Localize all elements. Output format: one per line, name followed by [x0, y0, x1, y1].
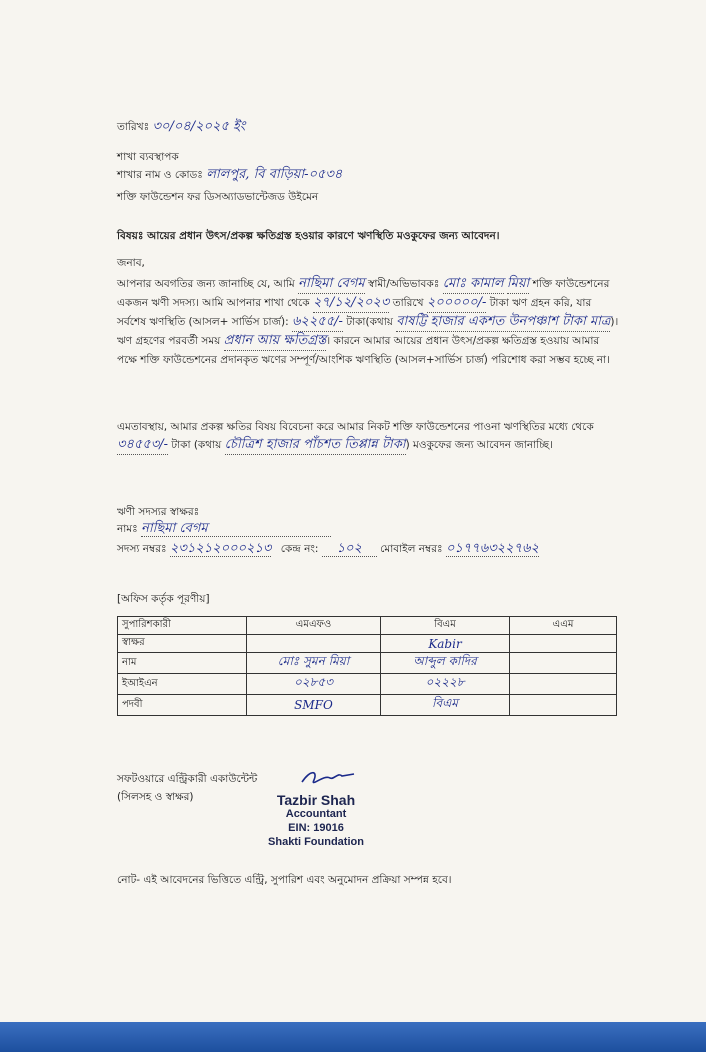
accountant-label: সফটওয়ারে এন্ট্রিকারী একাউন্টেন্ট [117, 773, 258, 785]
stamp-title: Accountant [285, 808, 347, 820]
table-header-cell: এএম [510, 617, 617, 635]
guardian-name-2: মিয়া [507, 275, 529, 294]
accountant-seal-label: (সিলসহ ও স্বাক্ষর) [117, 791, 194, 803]
branch-line [117, 168, 342, 182]
member-name-line [117, 522, 331, 537]
member-name-label: নামঃ [117, 523, 138, 535]
mfo-ein: ০২৮৫৩ [247, 674, 381, 695]
am-cell [510, 635, 617, 653]
mobile-label: মোবাইল নম্বরঃ [380, 543, 443, 555]
bm-ein: ০২২২৮ [381, 674, 510, 695]
branch-value: লালপুর, বি বাড়িয়া-০৫৩৪ [206, 167, 343, 182]
bm-designation: বিএম [381, 695, 510, 716]
accountant-stamp [256, 793, 376, 849]
body-paragraph-1 [117, 275, 622, 369]
row-label: স্বাক্ষর [118, 635, 247, 653]
body1-text-g: )। ঋণ গ্রহণের পরবর্তী সময় [117, 316, 619, 347]
table-row [118, 635, 617, 653]
member-name-value: নাছিমা বেগম [141, 522, 331, 537]
office-table [117, 616, 617, 716]
member-info-line [117, 542, 539, 557]
am-cell [510, 695, 617, 716]
table-header-cell: বিএম [381, 617, 510, 635]
table-header-cell: এমএফও [247, 617, 381, 635]
loan-amount: ২০০০০০/- [427, 294, 487, 313]
row-label: পদবী [118, 695, 247, 716]
stamp-name: Tazbir Shah [276, 792, 356, 808]
center-value: ১০২ [322, 542, 377, 557]
body1-text-a: আপনার অবগতির জন্য জানাচ্ছি যে, আমি [117, 278, 295, 290]
member-number-label: সদস্য নম্বরঃ [117, 543, 167, 555]
waiver-amount-words: চৌত্রিশ হাজার পাঁচশত তিপ্পান্ন টাকা [225, 436, 406, 455]
mobile-value: ০১৭৭৬৩২২৭৬২ [445, 541, 539, 556]
loan-balance-words: বাষট্টি হাজার একশত উনপঞ্চাশ টাকা মাত্র [396, 313, 610, 332]
body1-text-c: শক্তি ফাউন্ডেশনের একজন ঋণী সদস্য। আমি আপনার শাখা থেকে [117, 278, 610, 309]
body1-text-d: তারিখে [392, 297, 424, 309]
am-cell [510, 653, 617, 674]
body1-text-f: টাকা(কথায় [346, 316, 393, 328]
table-row [118, 653, 617, 674]
row-label: ইআইএন [118, 674, 247, 695]
loan-balance: ৬২২৫৫/- [292, 313, 343, 332]
table-row [118, 695, 617, 716]
branch-label: শাখার নাম ও কোডঃ [117, 169, 203, 181]
body1-text-b: স্বামী/অভিভাবকঃ [367, 278, 440, 290]
bm-signature: Kabir [381, 635, 510, 653]
body2-text-c: ) মওকুফের জন্য আবেদন জানাচ্ছি। [405, 439, 553, 451]
footer-note: নোট- এই আবেদনের ভিত্তিতে এন্ট্রি, সুপারিশ এবং অনুমোদন প্রক্রিয়া সম্পন্ন হবে। [117, 874, 452, 886]
loan-date: ২৭/১২/২০২৩ [313, 294, 389, 313]
mfo-designation: SMFO [247, 695, 381, 716]
bottom-edge-band [0, 1022, 706, 1052]
table-header-row [118, 617, 617, 635]
body1-text-h: । কারনে আমার আয়ের প্রধান উৎস/প্রকল্প ক্ষতিগ্রস্ত হওয়ায় আমার পক্ষে শক্তি ফাউন্ডেশনের প্রদানকৃত ঋণের সম্পূর্ণ/আংশিক ঋণস্থিতি (আসল+সার্ভিস চার্জ) পরিশোধ করা সম্ভব হচ্ছে না। [117, 335, 610, 366]
table-header-cell: সুপারিশকারী [118, 617, 247, 635]
bm-name: আব্দুল কাদির [381, 653, 510, 674]
recipient-title: শাখা ব্যবস্থাপক [117, 151, 179, 163]
body1-text-e: টাকা ঋণ গ্রহন করি, যার সর্বশেষ ঋণস্থিতি (আসল+ সার্ভিস চার্জ): [117, 297, 592, 328]
office-caption: [অফিস কর্তৃক পূরণীয়] [117, 593, 210, 605]
center-label: কেন্দ্র নং: [280, 543, 319, 555]
row-label: নাম [118, 653, 247, 674]
loss-cause: প্রধান আয় ক্ষতিগ্রস্ত [224, 332, 327, 351]
date-value: ৩০/০৪/২০২৫ ইং [152, 119, 246, 134]
accountant-signature-icon [298, 766, 358, 790]
organization-name: শক্তি ফাউন্ডেশন ফর ডিসঅ্যাডভান্টেজড উইমেন [117, 191, 319, 203]
waiver-amount: ৩৪৫৫৩/- [117, 436, 168, 455]
mfo-cell [247, 635, 381, 653]
date-label: তারিখঃ [117, 121, 150, 133]
subject-line: বিষয়ঃ আয়ের প্রধান উৎস/প্রকল্প ক্ষতিগ্রস্ত হওয়ার কারণে ঋণস্থিতি মওকুফের জন্য আবেদন। [117, 230, 500, 242]
member-signature-label: ঋণী সদস্যর স্বাক্ষরঃ [117, 506, 200, 518]
table-row [118, 674, 617, 695]
member-number-value: ২৩১২১২০০০২১৩ [169, 541, 272, 556]
stamp-org: Shakti Foundation [268, 836, 364, 848]
guardian-name: মোঃ কামাল [443, 275, 504, 294]
body2-text-b: টাকা (কথায় [171, 439, 222, 451]
applicant-name: নাছিমা বেগম [298, 275, 365, 294]
salutation: জনাব, [117, 257, 145, 269]
am-cell [510, 674, 617, 695]
body2-text-a: এমতাবস্থায়, আমার প্রকল্প ক্ষতির বিষয় বিবেচনা করে আমার নিকট শক্তি ফাউন্ডেশনের পাওনা ঋণস্থিতির মধ্যে থেকে [117, 421, 594, 433]
stamp-ein: EIN: 19016 [288, 822, 344, 834]
mfo-name: মোঃ সুমন মিয়া [247, 653, 381, 674]
body-paragraph-2 [117, 418, 622, 455]
date-line [117, 120, 245, 134]
